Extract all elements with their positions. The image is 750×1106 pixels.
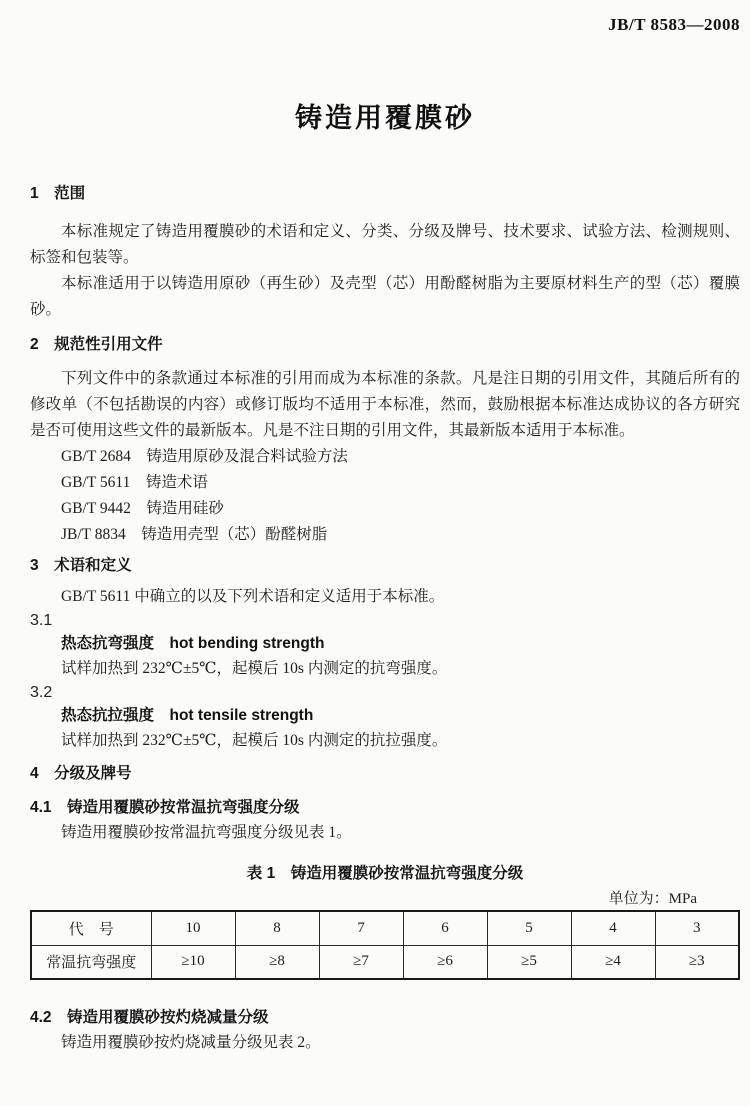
section-4-1-heading: 4.1 铸造用覆膜砂按常温抗弯强度分级 xyxy=(30,799,300,816)
row-header-code: 代 号 xyxy=(31,911,151,945)
clause-number-3-1: 3.1 xyxy=(30,612,53,629)
clause-number-3-2: 3.2 xyxy=(30,684,53,701)
table-cell: 7 xyxy=(319,911,403,945)
section-1-paragraph-2: 本标准适用于以铸造用原砂（再生砂）及壳型（芯）用酚醛树脂为主要原材料生产的型（芯）覆膜砂。 xyxy=(30,275,740,318)
row-header-strength: 常温抗弯强度 xyxy=(31,945,151,979)
table-cell: ≥6 xyxy=(403,945,487,979)
table-cell: 6 xyxy=(403,911,487,945)
table-cell: ≥7 xyxy=(319,945,403,979)
section-4-1-paragraph: 铸造用覆膜砂按常温抗弯强度分级见表 1。 xyxy=(61,824,352,841)
table-cell: 5 xyxy=(487,911,571,945)
reference-item: GB/T 9442 铸造用硅砂 xyxy=(61,500,224,517)
table-1-unit-label: 单位为：MPa xyxy=(608,891,697,907)
section-4-2-heading: 4.2 铸造用覆膜砂按灼烧减量分级 xyxy=(30,1009,269,1026)
definition-3-1: 试样加热到 232℃±5℃，起模后 10s 内测定的抗弯强度。 xyxy=(61,660,448,677)
table-1 xyxy=(30,910,740,980)
standard-number: JB/T 8583—2008 xyxy=(608,15,740,34)
section-2-heading: 2 规范性引用文件 xyxy=(30,336,163,353)
table-cell: ≥4 xyxy=(571,945,655,979)
table-cell: ≥3 xyxy=(655,945,739,979)
reference-item: GB/T 2684 铸造用原砂及混合料试验方法 xyxy=(61,448,348,465)
section-4-heading: 4 分级及牌号 xyxy=(30,765,132,782)
section-1-heading: 1 范围 xyxy=(30,185,86,202)
table-cell: 3 xyxy=(655,911,739,945)
table-row-codes xyxy=(31,911,739,945)
table-cell: 4 xyxy=(571,911,655,945)
table-cell: ≥8 xyxy=(235,945,319,979)
reference-item: JB/T 8834 铸造用壳型（芯）酚醛树脂 xyxy=(61,526,328,543)
table-cell: ≥5 xyxy=(487,945,571,979)
term-3-1: 热态抗弯强度 hot bending strength xyxy=(61,635,325,652)
section-4-2-paragraph: 铸造用覆膜砂按灼烧减量分级见表 2。 xyxy=(61,1034,321,1051)
term-3-2: 热态抗拉强度 hot tensile strength xyxy=(61,707,314,724)
document-title: 铸造用覆膜砂 xyxy=(295,103,475,133)
section-3-heading: 3 术语和定义 xyxy=(30,557,132,574)
section-1-paragraph-1: 本标准规定了铸造用覆膜砂的术语和定义、分类、分级及牌号、技术要求、试验方法、检测规则、标签和包装等。 xyxy=(30,223,740,266)
section-3-intro: GB/T 5611 中确立的以及下列术语和定义适用于本标准。 xyxy=(61,588,445,605)
table-cell: ≥10 xyxy=(151,945,235,979)
definition-3-2: 试样加热到 232℃±5℃，起模后 10s 内测定的抗拉强度。 xyxy=(61,732,448,749)
table-row-strength xyxy=(31,945,739,979)
table-cell: 10 xyxy=(151,911,235,945)
table-cell: 8 xyxy=(235,911,319,945)
section-2-paragraph: 下列文件中的条款通过本标准的引用而成为本标准的条款。凡是注日期的引用文件，其随后所有的修改单（不包括勘误的内容）或修订版均不适用于本标准，然而，鼓励根据本标准达成协议的各方研究是否可使用这些文件的最新版本。凡是不注日期的引用文件，其最新版本适用于本标准。 xyxy=(30,370,740,439)
reference-item: GB/T 5611 铸造术语 xyxy=(61,474,208,491)
table-1-caption: 表 1 铸造用覆膜砂按常温抗弯强度分级 xyxy=(246,865,524,882)
